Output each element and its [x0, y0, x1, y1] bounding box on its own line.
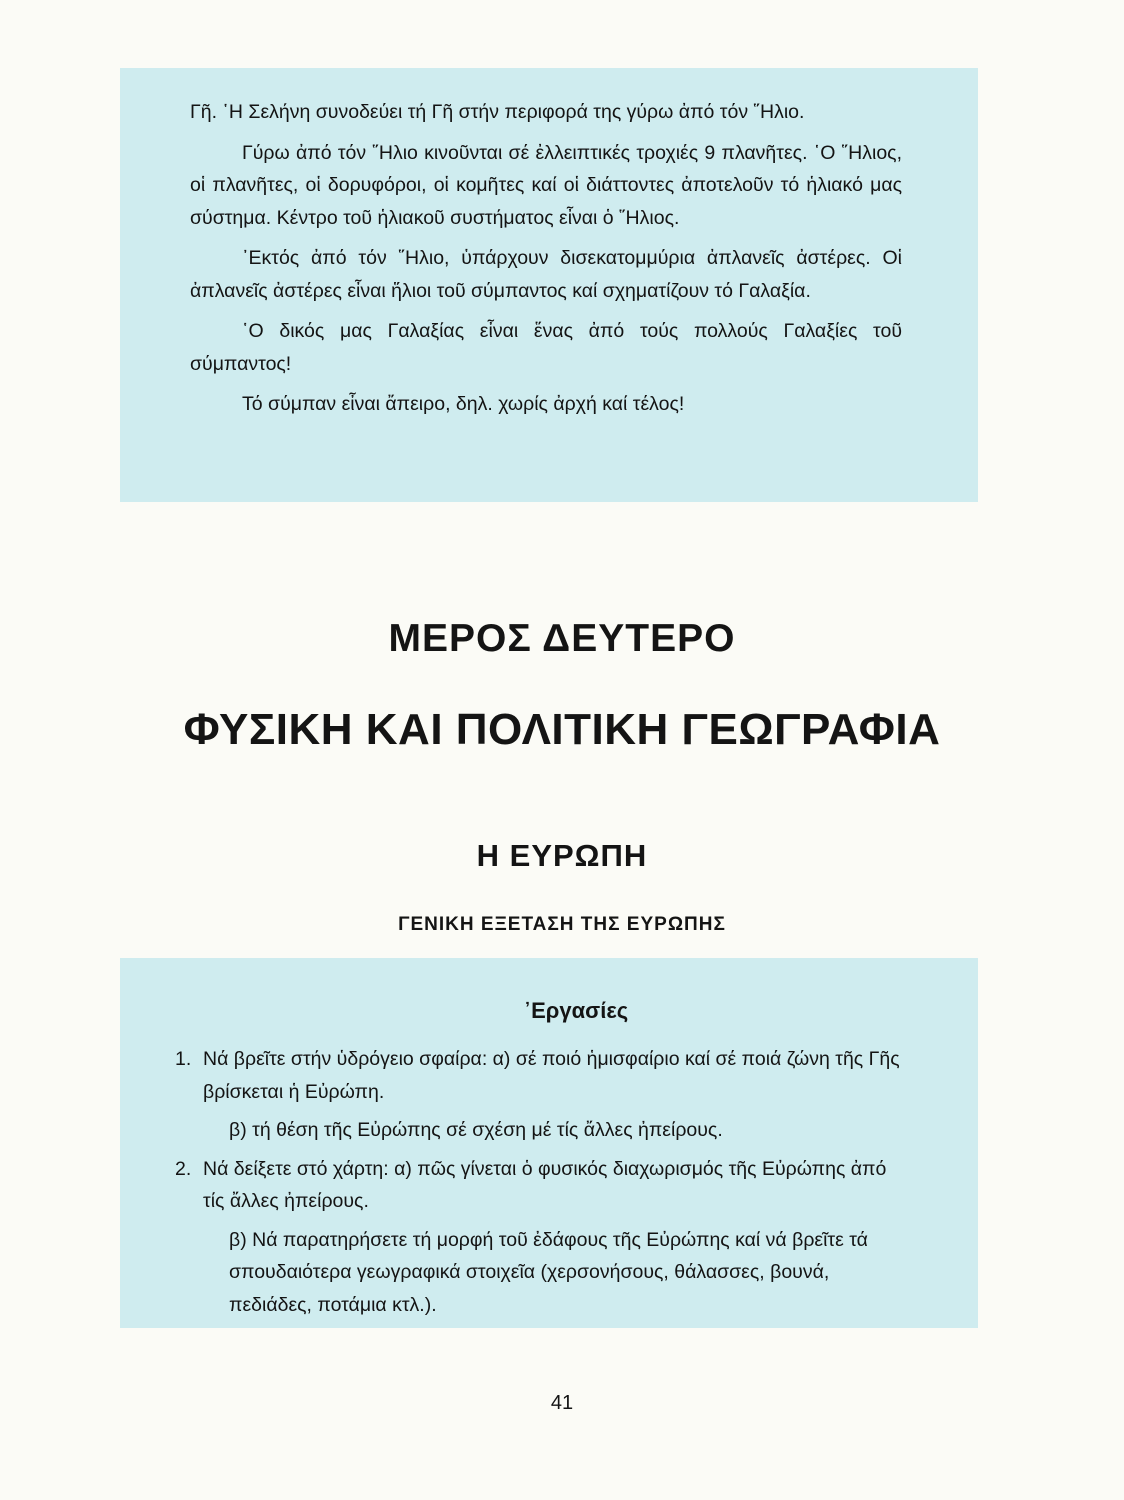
intro-paragraph-2: Γύρω ἀπό τόν ῞Ηλιο κινοῦνται σέ ἐλλειπτικές τροχιές 9 πλανῆτες. ῾Ο ῞Ηλιος, οἱ πλανῆτες, οἱ δορυφόροι, οἱ κομῆτες καί οἱ διάττοντες ἀποτελοῦν τό ἡλιακό μας σύστημα. Κέντρο τοῦ ἡλιακοῦ συστήματος εἶναι ὁ ῞Ηλιος.: [190, 141, 902, 229]
task-number: 1.: [175, 1048, 192, 1070]
intro-text: [190, 96, 902, 429]
task-item: [175, 1043, 905, 1147]
section-title: Η ΕΥΡΩΠΗ: [476, 838, 648, 873]
main-title: ΦΥΣΙΚΗ ΚΑΙ ΠΟΛΙΤΙΚΗ ΓΕΩΓΡΑΦΙΑ: [183, 705, 941, 754]
task-text: Νά βρεῖτε στήν ὑδρόγειο σφαίρα: α) σέ ποιό ἡμισφαίριο καί σέ ποιά ζώνη τῆς Γῆς βρίσκεται ἡ Εὐρώπη.: [203, 1048, 900, 1103]
task-text: Νά δείξετε στό χάρτη: α) πῶς γίνεται ὁ φυσικός διαχωρισμός τῆς Εὐρώπης ἀπό τίς ἄλλες ἠπείρους.: [203, 1157, 887, 1212]
intro-paragraph-3: ᾽Εκτός ἀπό τόν ῞Ηλιο, ὑπάρχουν δισεκατομμύρια ἀπλανεῖς ἀστέρες. Οἱ ἀπλανεῖς ἀστέρες εἶναι ἥλιοι τοῦ σύμπαντος καί σχηματίζουν τό Γαλαξία.: [190, 247, 902, 302]
intro-paragraph-5: Τό σύμπαν εἶναι ἄπειρο, δηλ. χωρίς ἀρχή καί τέλος!: [242, 393, 685, 415]
task-number: 2.: [175, 1157, 192, 1180]
page-number: 41: [550, 1392, 574, 1414]
intro-paragraph-4: ῾Ο δικός μας Γαλαξίας εἶναι ἕνας ἀπό τούς πολλούς Γαλαξίες τοῦ σύμπαντος!: [190, 320, 902, 375]
intro-paragraph-1: Γῆ. ῾Η Σελήνη συνοδεύει τή Γῆ στήν περιφορά της γύρω ἀπό τόν ῞Ηλιο.: [190, 101, 805, 123]
tasks-list: [175, 1043, 905, 1327]
tasks-heading: ᾽Εργασίες: [523, 998, 629, 1023]
task-item: [175, 1153, 905, 1322]
subsection-title: ΓΕΝΙΚΗ ΕΞΕΤΑΣΗ ΤΗΣ ΕΥΡΩΠΗΣ: [398, 914, 726, 935]
task-subtext: β) Νά παρατηρήσετε τή μορφή τοῦ ἐδάφους τῆς Εὐρώπης καί νά βρεῖτε τά σπουδαιότερα γεωγραφικά στοιχεῖα (χερσονήσους, θάλασσες, βουνά, πεδιάδες, ποτάμια κτλ.).: [229, 1228, 868, 1316]
part-title: ΜΕΡΟΣ ΔΕΥΤΕΡΟ: [388, 617, 736, 660]
task-subtext: β) τή θέση τῆς Εὐρώπης σέ σχέση μέ τίς ἄλλες ἠπείρους.: [229, 1119, 723, 1141]
